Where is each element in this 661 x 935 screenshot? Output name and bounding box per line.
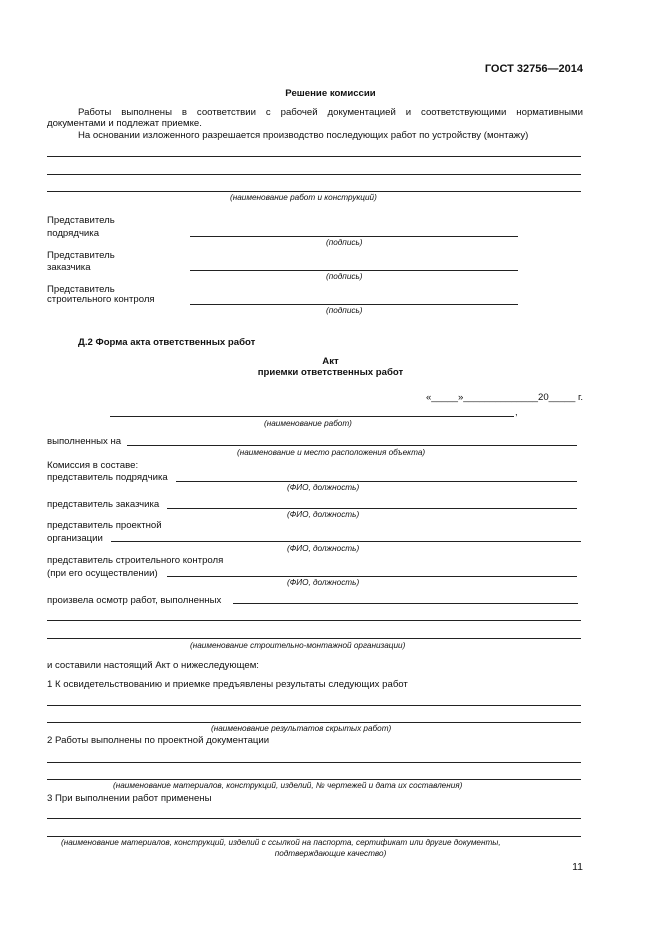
item3-caption-line1: (наименование материалов, конструкций, изделий с ссылкой на паспорта, сертификат или другие документы,: [61, 838, 501, 847]
item2-fill-line[interactable]: [47, 779, 581, 780]
section-heading: Д.2 Форма акта ответственных работ: [78, 337, 256, 348]
signature-label-line2: строительного контроля: [47, 294, 155, 305]
item2-caption: (наименование материалов, конструкций, изделий, № чертежей и дата их составления): [113, 781, 463, 790]
signature-caption: (подпись): [326, 238, 363, 247]
customer-signature-line[interactable]: [190, 270, 518, 271]
item2-text: 2 Работы выполнены по проектной документации: [47, 735, 270, 746]
works-fill-line[interactable]: [47, 191, 581, 192]
act-subtitle: приемки ответственных работ: [257, 367, 404, 378]
fio-caption: (ФИО, должность): [287, 483, 360, 492]
performed-on-label: выполненных на: [47, 436, 122, 447]
design-rep-label-line2: организации: [47, 533, 103, 544]
fio-caption: (ФИО, должность): [287, 544, 360, 553]
signature-label-line2: заказчика: [47, 262, 91, 273]
act-title: Акт: [322, 356, 339, 367]
customer-rep-label: представитель заказчика: [47, 499, 160, 510]
control-rep-line[interactable]: [167, 576, 577, 577]
works-name-caption: (наименование работ): [264, 419, 352, 428]
commission-label: Комиссия в составе:: [47, 460, 139, 471]
item1-fill-line[interactable]: [47, 722, 581, 723]
item3-fill-line[interactable]: [47, 818, 581, 819]
decision-paragraph-line2: документами и подлежат приемке.: [47, 118, 202, 129]
drew-up-text: и составили настоящий Акт о нижеследующем:: [47, 660, 259, 671]
object-caption: (наименование и место расположения объекта): [237, 448, 426, 457]
inspected-label: произвела осмотр работ, выполненных: [47, 595, 222, 606]
object-fill-line[interactable]: [127, 445, 577, 446]
design-rep-line[interactable]: [111, 541, 581, 542]
item3-fill-line[interactable]: [47, 836, 581, 837]
page-number: 11: [572, 861, 583, 873]
org-fill-line[interactable]: [47, 620, 581, 621]
fio-caption: (ФИО, должность): [287, 578, 360, 587]
control-signature-line[interactable]: [190, 304, 518, 305]
document-code: ГОСТ 32756—2014: [484, 63, 583, 75]
decision-permission-text: На основании изложенного разрешается производство последующих работ по устройству (монтажу): [78, 130, 529, 141]
fio-caption: (ФИО, должность): [287, 510, 360, 519]
contractor-rep-line[interactable]: [176, 481, 577, 482]
design-rep-label-line1: представитель проектной: [47, 520, 162, 531]
contractor-rep-label: представитель подрядчика: [47, 472, 168, 483]
control-rep-label-line2: (при его осуществлении): [47, 568, 158, 579]
date-field[interactable]: «_____»______________20_____ г.: [425, 392, 583, 403]
item1-caption: (наименование результатов скрытых работ): [211, 724, 392, 733]
works-caption: (наименование работ и конструкций): [230, 193, 377, 202]
control-rep-label-line1: представитель строительного контроля: [47, 555, 224, 566]
signature-label-line1: Представитель: [47, 215, 115, 226]
inspected-line[interactable]: [233, 603, 578, 604]
signature-caption: (подпись): [326, 272, 363, 281]
item1-text: 1 К освидетельствованию и приемке предъявлены результаты следующих работ: [47, 679, 408, 690]
works-fill-line[interactable]: [47, 156, 581, 157]
works-comma: ,: [515, 407, 518, 418]
works-fill-line[interactable]: [47, 174, 581, 175]
contractor-signature-line[interactable]: [190, 236, 518, 237]
decision-paragraph-line1: Работы выполнены в соответствии с рабочей документацией и соответствующими нормативными: [78, 107, 583, 118]
signature-caption: (подпись): [326, 306, 363, 315]
item1-fill-line[interactable]: [47, 705, 581, 706]
item3-text: 3 При выполнении работ применены: [47, 793, 212, 804]
item3-caption-line2: подтверждающие качество): [274, 849, 387, 858]
org-caption: (наименование строительно-монтажной организации): [190, 641, 406, 650]
signature-label-line1: Представитель: [47, 250, 115, 261]
signature-label-line2: подрядчика: [47, 228, 100, 239]
org-fill-line[interactable]: [47, 638, 581, 639]
customer-rep-line[interactable]: [167, 508, 577, 509]
item2-fill-line[interactable]: [47, 762, 581, 763]
works-name-line[interactable]: [110, 416, 514, 417]
decision-title: Решение комиссии: [285, 88, 376, 99]
signature-label-line1: Представитель: [47, 284, 115, 295]
